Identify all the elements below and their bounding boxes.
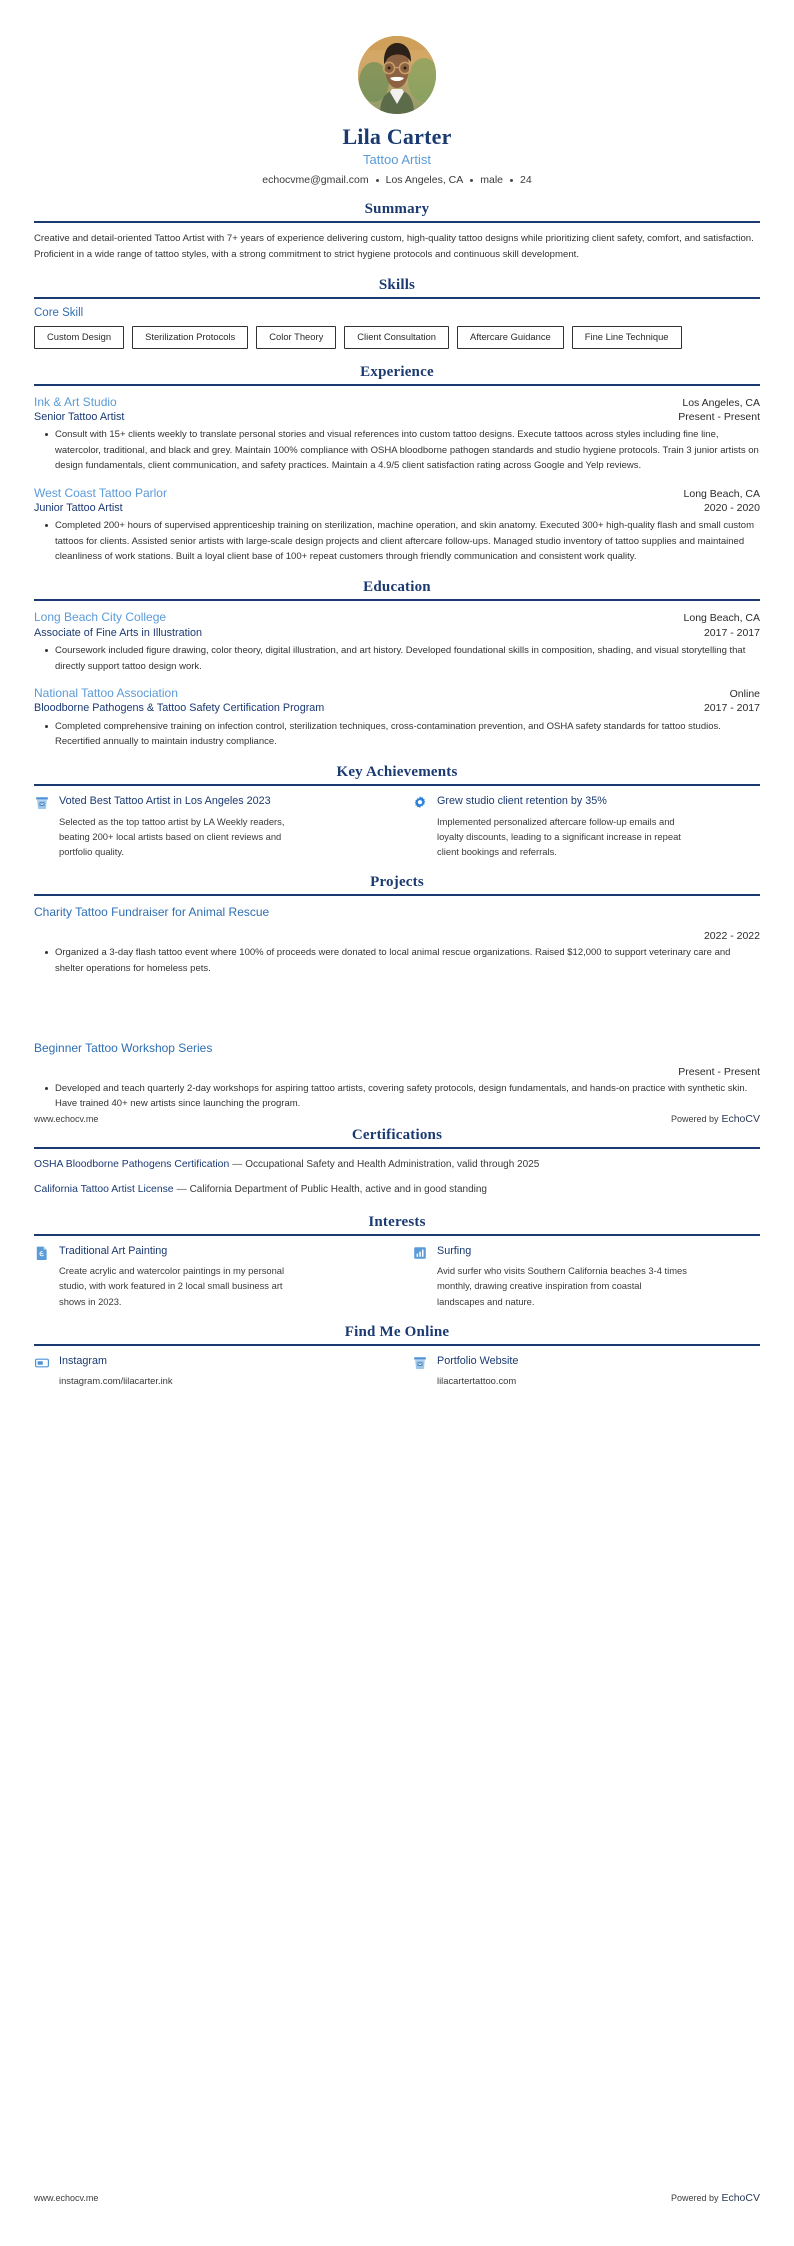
project-entry [34, 904, 760, 976]
section-interests [34, 1214, 760, 1309]
job-title: Tattoo Artist [363, 152, 431, 168]
certification-name: OSHA Bloodborne Pathogens Certification [34, 1158, 230, 1170]
skill-pill: Client Consultation [344, 326, 449, 348]
footer-powered-by-label: Powered by [671, 1114, 719, 1124]
experience-organization: Ink & Art Studio [34, 394, 117, 409]
footer-brand [671, 2192, 760, 2204]
bullet-item: Completed comprehensive training on infection control, sterilization techniques, cross-contamination prevention, and OSHA safety standards for tattoo studios. Recertified annually to maintain industry compliance. [47, 719, 760, 750]
experience-location: Long Beach, CA [683, 487, 760, 500]
education-bullets [34, 719, 760, 750]
bullet-item: Completed 200+ hours of supervised apprenticeship training on sterilization, machine operation, and skin anatomy. Executed 300+ high-quality flash and small custom tattoos for clients. Assisted senior artists with large-scale design projects and client aftercare follow-ups. Managed studio inventory of tattoo supplies and maintained cleanliness of work stations. Built a loyal client base of 100+ repeat customers through friendly communication and consistent work quality. [47, 518, 760, 564]
project-title: Charity Tattoo Fundraiser for Animal Rescue [34, 905, 270, 920]
certification-item [34, 1157, 760, 1174]
project-entry-continued [34, 1040, 760, 1112]
document-icon [34, 1245, 50, 1261]
achievement-card [34, 794, 382, 859]
contact-age: 24 [520, 174, 532, 187]
achievement-description: Implemented personalized aftercare follow-up emails and loyalty discounts, leading to a significant increase in repeat client bookings and referrals. [437, 815, 681, 858]
education-degree: Bloodborne Pathogens & Tattoo Safety Certification Program [34, 702, 325, 715]
footer-brand-name: EchoCV [721, 1113, 760, 1125]
section-certifications [34, 1127, 760, 1199]
online-profiles-grid [34, 1354, 760, 1388]
interest-description: Create acrylic and watercolor paintings in my personal studio, with work featured in 2 local small business art shows in 2023. [59, 1265, 285, 1307]
interest-card [412, 1244, 760, 1309]
interest-description: Avid surfer who visits Southern California beaches 3-4 times monthly, drawing creative inspiration from coastal landscapes and nature. [437, 1265, 687, 1307]
education-dates: 2017 - 2017 [703, 626, 760, 639]
contact-gender: male [480, 174, 504, 187]
online-profile-card[interactable] [34, 1354, 382, 1388]
footer-brand-name: EchoCV [721, 2192, 760, 2204]
online-profile-url[interactable]: lilacartertattoo.com [437, 1375, 517, 1387]
bullet-item: Developed and teach quarterly 2-day workshops for aspiring tattoo artists, covering safety protocols, design fundamentals, and hands-on practice with synthetic skin. Have trained 40+ new artists since launching the program. [47, 1081, 760, 1112]
section-heading-key-achievements: Key Achievements [336, 764, 458, 781]
education-location: Long Beach, CA [683, 612, 760, 625]
skill-group-label: Core Skill [34, 307, 84, 320]
education-entry [34, 609, 760, 674]
contact-email[interactable]: echocvme@gmail.com [262, 174, 369, 187]
section-education [34, 579, 760, 749]
experience-organization: West Coast Tattoo Parlor [34, 485, 167, 500]
section-heading-projects: Projects [370, 874, 424, 891]
summary-text: Creative and detail-oriented Tattoo Artist with 7+ years of experience delivering custom, high-quality tattoo designs while prioritizing client safety, comfort, and satisfaction. Proficient in a wide range of tattoo styles, with a strong commitment to strict hygiene protocols and continuous skill development. [34, 233, 754, 260]
online-profile-url[interactable]: instagram.com/lilacarter.ink [59, 1375, 173, 1387]
bar-chart-icon [412, 1245, 428, 1261]
experience-dates: Present - Present [678, 410, 760, 423]
project-title: Beginner Tattoo Workshop Series [34, 1041, 213, 1056]
education-institution: National Tattoo Association [34, 685, 178, 700]
section-experience [34, 364, 760, 565]
section-heading-experience: Experience [360, 363, 434, 380]
bullet-item: Coursework included figure drawing, color theory, digital illustration, and art history. Developed foundational skills in composition, shading, and visual storytelling that directly support tattoo design work. [47, 643, 760, 674]
skill-pill: Color Theory [256, 326, 336, 348]
section-heading-find-me-online: Find Me Online [344, 1323, 450, 1340]
education-institution: Long Beach City College [34, 610, 167, 625]
project-dates: 2022 - 2022 [703, 930, 760, 943]
interest-card [34, 1244, 382, 1309]
skill-pill: Sterilization Protocols [132, 326, 248, 348]
education-location: Online [729, 687, 760, 700]
skill-pill: Fine Line Technique [572, 326, 682, 348]
interest-title: Surfing [437, 1244, 472, 1257]
instagram-icon [34, 1355, 50, 1371]
footer-brand [671, 1113, 760, 1125]
interest-title: Traditional Art Painting [59, 1244, 168, 1257]
certification-dash: — [232, 1158, 243, 1170]
education-degree: Associate of Fine Arts in Illustration [34, 626, 203, 639]
resume-header [34, 0, 760, 186]
page-title: Lila Carter [342, 124, 452, 149]
contact-location: Los Angeles, CA [385, 174, 464, 187]
bullet-item: Organized a 3-day flash tattoo event where 100% of proceeds were donated to local animal rescue organizations. Raised $12,000 to support veterinary care and shelter operations for homeless pets. [47, 945, 760, 976]
achievements-grid [34, 794, 760, 859]
skill-pill-row [34, 326, 760, 348]
page-break [0, 978, 794, 1040]
experience-entry [34, 485, 760, 565]
experience-entry [34, 394, 760, 474]
footer-site-url[interactable]: www.echocv.me [34, 2193, 99, 2203]
section-heading-certifications: Certifications [351, 1126, 443, 1143]
contact-line [34, 174, 760, 186]
experience-dates: 2020 - 2020 [703, 501, 760, 514]
achievement-description: Selected as the top tattoo artist by LA Weekly readers, beating 200+ local artists based on client reviews and portfolio quality. [59, 815, 285, 858]
section-heading-summary: Summary [364, 201, 430, 218]
education-entry [34, 685, 760, 750]
skill-pill: Custom Design [34, 326, 124, 348]
education-dates: 2017 - 2017 [703, 702, 760, 715]
page-footer [0, 1113, 794, 1125]
section-skills [34, 277, 760, 348]
trophy-icon [34, 795, 50, 811]
avatar [358, 36, 436, 114]
section-key-achievements [34, 764, 760, 859]
interests-grid [34, 1244, 760, 1309]
portfolio-icon [412, 1355, 428, 1371]
experience-role: Senior Tattoo Artist [34, 410, 125, 423]
online-profile-label[interactable]: Portfolio Website [437, 1354, 519, 1367]
certification-dash: — [176, 1184, 187, 1196]
certification-item [34, 1182, 760, 1199]
experience-bullets [34, 427, 760, 473]
section-heading-skills: Skills [378, 277, 416, 294]
bullet-item: Consult with 15+ clients weekly to translate personal stories and visual references into custom tattoo designs. Execute tattoos across styles including fine line, watercolor, traditional, and black and grey. Maintain 100% compliance with OSHA bloodborne pathogen standards and studio hygiene protocols. Train 3 junior artists on design fundamentals, client communication, and safety practices. Maintain a 4.9/5 client satisfaction rating across Google and Yelp reviews. [47, 427, 760, 473]
certification-detail: Occupational Safety and Health Administration, valid through 2025 [245, 1158, 540, 1170]
experience-location: Los Angeles, CA [682, 396, 760, 409]
section-projects [34, 874, 760, 976]
section-summary [34, 201, 760, 262]
experience-bullets [34, 518, 760, 564]
section-heading-interests: Interests [368, 1213, 426, 1230]
project-bullets [34, 945, 760, 976]
section-heading-education: Education [363, 579, 431, 596]
education-bullets [34, 643, 760, 674]
footer-site-url[interactable]: www.echocv.me [34, 1114, 99, 1124]
certification-name: California Tattoo Artist License [34, 1184, 174, 1196]
experience-role: Junior Tattoo Artist [34, 501, 123, 514]
page-footer [0, 2192, 794, 2204]
online-profile-label[interactable]: Instagram [59, 1354, 108, 1367]
section-find-me-online [34, 1324, 760, 1388]
online-profile-card[interactable] [412, 1354, 760, 1388]
achievement-title: Voted Best Tattoo Artist in Los Angeles 2023 [59, 795, 271, 808]
skill-pill: Aftercare Guidance [457, 326, 564, 348]
certification-detail: California Department of Public Health, active and in good standing [189, 1184, 487, 1196]
achievement-title: Grew studio client retention by 35% [437, 795, 607, 808]
project-bullets [34, 1081, 760, 1112]
project-dates: Present - Present [678, 1065, 760, 1078]
footer-powered-by-label: Powered by [671, 2193, 719, 2203]
achievement-card [412, 794, 760, 859]
gear-icon [412, 795, 428, 811]
